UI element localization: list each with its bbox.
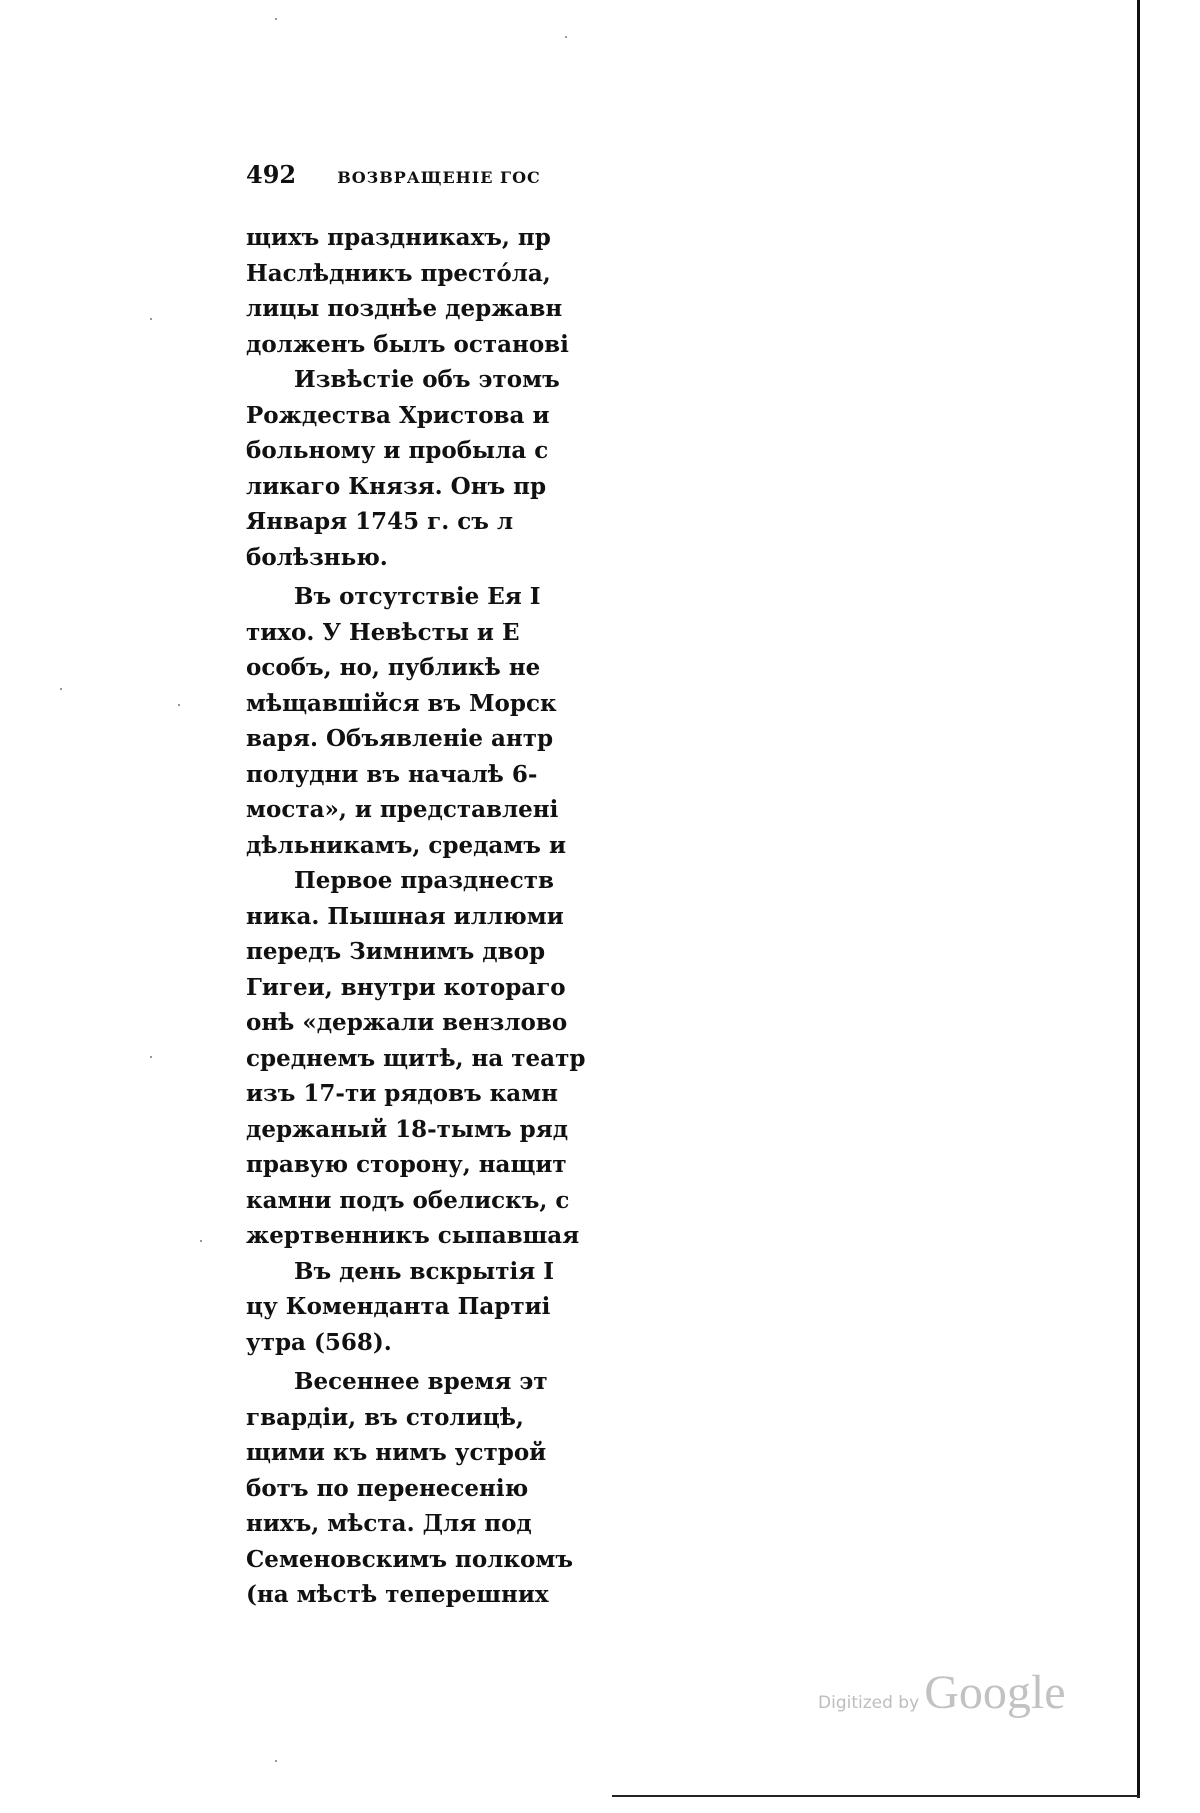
text-line: утра (568). bbox=[246, 1328, 392, 1356]
scan-speck bbox=[275, 18, 277, 20]
text-line: Весеннее время эт bbox=[294, 1368, 548, 1395]
scan-speck bbox=[565, 36, 567, 38]
text-line: камни подъ обелискъ, с bbox=[246, 1186, 570, 1214]
digitized-by-google-watermark bbox=[818, 1665, 1066, 1720]
text-line: среднемъ щитѣ, на театр bbox=[246, 1044, 586, 1072]
body-text bbox=[246, 220, 586, 1613]
text-line: ботъ по перенесенію bbox=[246, 1474, 529, 1502]
scan-speck bbox=[200, 1240, 202, 1242]
text-line: щими къ нимъ устрой bbox=[246, 1439, 547, 1466]
text-line: особъ, но, публикѣ не bbox=[246, 654, 541, 681]
text-line: жертвенникъ сыпавшая bbox=[246, 1222, 580, 1249]
text-line: лицы позднѣе державн bbox=[246, 295, 563, 322]
text-line: правую сторону, нащит bbox=[246, 1151, 567, 1178]
text-line: Рождества Христова и bbox=[246, 401, 550, 429]
text-line: передъ Зимнимъ двор bbox=[246, 938, 546, 965]
page-edge-rule bbox=[1137, 0, 1140, 1798]
text-line: варя. Объявленіе антр bbox=[246, 725, 554, 752]
scan-speck bbox=[178, 704, 180, 706]
text-line: Января 1745 г. съ л bbox=[246, 508, 514, 535]
text-line: ника. Пышная иллюми bbox=[246, 902, 564, 930]
text-line: Гигеи, внутри котораго bbox=[246, 973, 566, 1001]
scan-speck bbox=[60, 688, 62, 690]
text-line: Наслѣдникъ престóла, bbox=[246, 259, 551, 287]
page-number: 492 bbox=[246, 160, 297, 189]
text-line: болѣзнью. bbox=[246, 543, 388, 571]
text-line: щихъ праздникахъ, пр bbox=[246, 224, 551, 251]
running-head: ВОЗВРАЩЕНІЕ ГОС bbox=[337, 168, 541, 187]
google-logo: Google bbox=[924, 1666, 1066, 1719]
text-line: гвардіи, въ столицѣ, bbox=[246, 1403, 524, 1431]
text-line: держаный 18-тымъ ряд bbox=[246, 1115, 569, 1143]
text-line: цу Коменданта Партиі bbox=[246, 1293, 551, 1320]
scan-speck bbox=[150, 318, 152, 320]
text-line: онѣ «держали вензлово bbox=[246, 1009, 568, 1036]
text-line: Извѣстіе объ этомъ bbox=[294, 366, 560, 393]
text-line: Первое празднеств bbox=[294, 867, 554, 894]
text-line: дѣльникамъ, средамъ и bbox=[246, 831, 567, 859]
page-bottom-rule bbox=[612, 1795, 1140, 1797]
scan-speck bbox=[275, 1760, 277, 1762]
text-line: больному и пробыла с bbox=[246, 437, 549, 464]
text-line: Въ день вскрытія І bbox=[294, 1257, 554, 1285]
text-line: ликаго Князя. Онъ пр bbox=[246, 472, 547, 500]
text-line: долженъ былъ останові bbox=[246, 330, 569, 358]
text-line: Семеновскимъ полкомъ bbox=[246, 1545, 573, 1573]
scan-speck bbox=[150, 1056, 152, 1058]
digitized-by-label: Digitized by bbox=[818, 1693, 920, 1713]
text-line: Въ отсутствіе Ея І bbox=[294, 583, 541, 610]
text-line: мѣщавшійся въ Морск bbox=[246, 689, 557, 717]
page-header bbox=[246, 160, 546, 200]
text-line: полудни въ началѣ 6- bbox=[246, 760, 538, 788]
text-line: (на мѣстѣ теперешних bbox=[246, 1581, 549, 1608]
text-line: нихъ, мѣста. Для под bbox=[246, 1510, 532, 1537]
text-line: тихо. У Невѣсты и Е bbox=[246, 618, 520, 646]
text-line: изъ 17-ти рядовъ камн bbox=[246, 1080, 558, 1107]
text-line: моста», и представлені bbox=[246, 796, 559, 823]
